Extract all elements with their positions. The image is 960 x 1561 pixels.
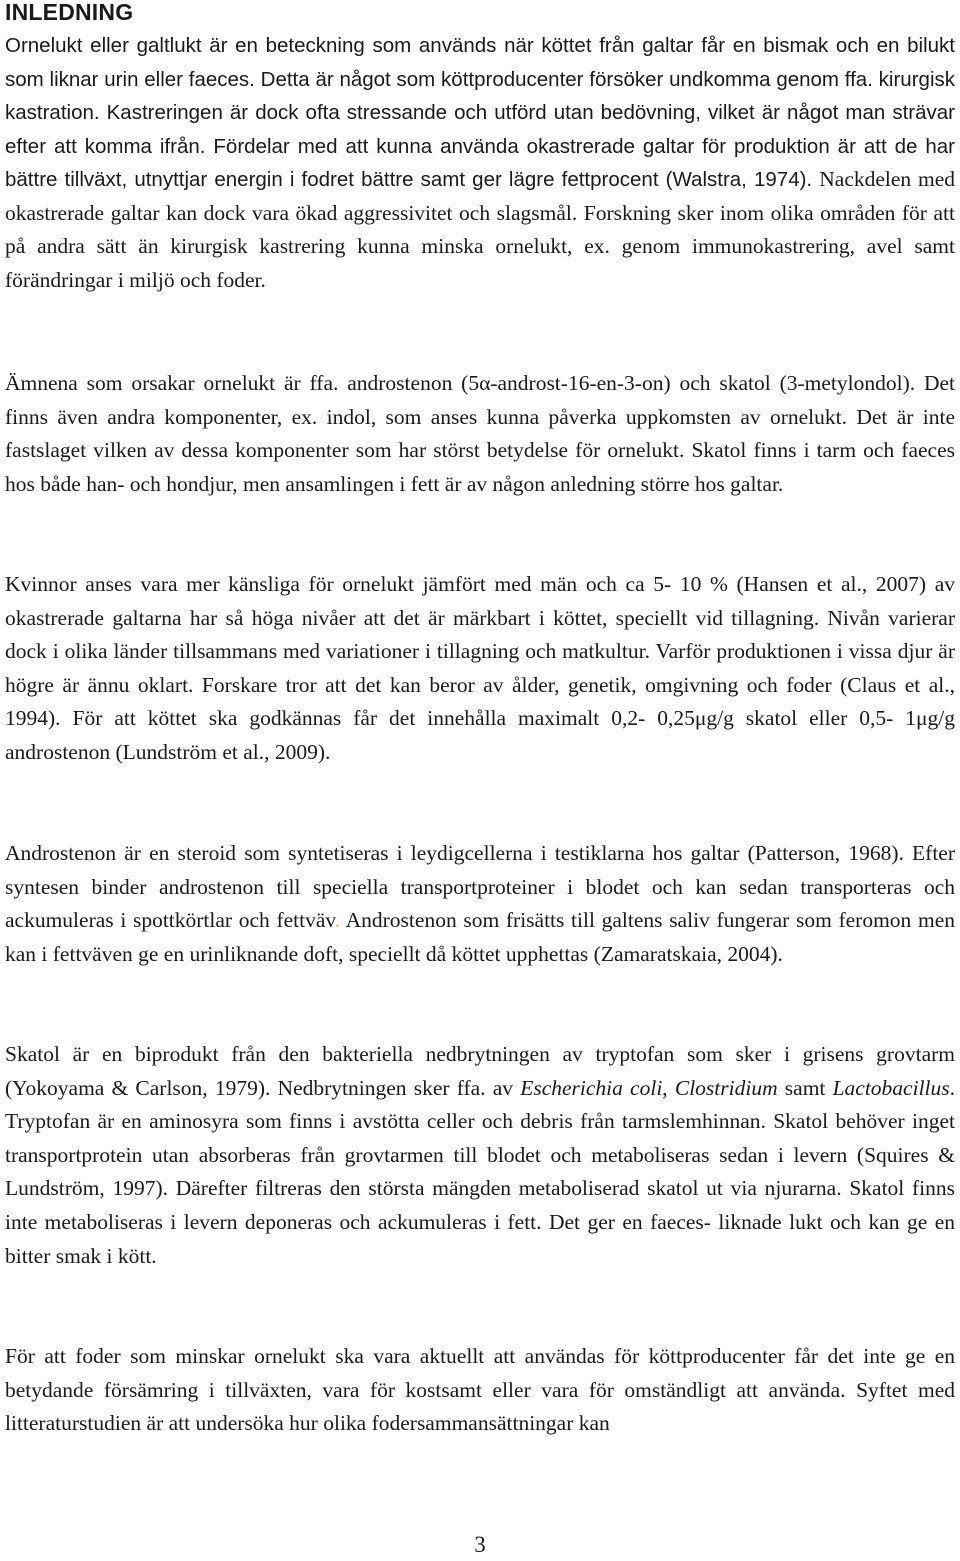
paragraph-compounds: Ämnena som orsakar ornelukt är ffa. androstenon (5α-androst-16-en-3-on) och skatol (3-metylondol). Det finns även andra komponenter, ex. indol, som anses kunna påverka uppkomsten av ornelukt. Det är inte fastslaget vilken av dessa komponenter som har störst betydelse för ornelukt. Skatol finns i tarm och faeces hos både han- och hondjur, men ansamlingen i fett är av någon anledning större hos galtar. [5,371,955,496]
paragraph-androstenone-part-1: Androstenon är en steroid som syntetiseras i leydigcellerna i testiklarna hos galtar (Patterson, 1968). Efter syntesen binder androstenon till speciella transportproteiner i blodet och kan sedan transporteras och ackumuleras i spottkörtlar och fettväv [5,841,955,933]
highlighted-period: . [334,908,341,933]
page-number: 3 [474,1532,486,1557]
separator-2: samt [777,1075,833,1100]
paragraph-androstenone [5,837,955,971]
paragraph-feed-purpose: För att foder som minskar ornelukt ska vara aktuellt att användas för köttproducenter får det inte ge en betydande försämring i tillväxten, vara för kostsamt eller vara för omständligt att använda. Syftet med litteraturstudien är att undersöka hur olika fodersammansättningar kan [5,1344,955,1436]
paragraph-intro-part-2: Nackdelen med okastrerade galtar kan dock vara ökad aggressivitet och slagsmål. Forskning sker inom olika områden för att på andra sätt än kirurgisk kastrering kunna minska ornelukt, ex. genom immunokastrering, avel samt förändringar i miljö och foder. [5,167,955,292]
separator-1: , [662,1075,675,1100]
species-lactobacillus: Lactobacillus [832,1075,950,1100]
paragraph-skatole-part-2: . Tryptofan är en aminosyra som finns i avstötta celler och debris från tarmslemhinnan. Skatol behöver inget transportprotein utan absorberas från grovtarmen till blodet och metaboliseras sedan i levern (Squires & Lundström, 1997). Därefter filtreras den största mängden metaboliserad skatol ut via njurarna. Skatol finns inte metaboliseras i levern deponeras och ackumuleras i fett. Det ger en faeces- liknade lukt och kan ge en bitter smak i kött. [5,1075,956,1268]
paragraph-androstenone-part-2: Androstenon som frisätts till galtens saliv fungerar som feromon men kan i fettväven ge en urinliknande doft, speciellt då köttet upphettas (Zamaratskaia, 2004). [5,908,955,966]
paragraph-intro-part-1: Ornelukt eller galtlukt är en beteckning som används när köttet från galtar får en bismak och en bilukt som liknar urin eller faeces. Detta är något som köttproducenter försöker undkomma genom ffa. kirurgisk kastration. Kastreringen är dock ofta stressande och utförd utan bedövning, vilket är något man strävar efter att komma ifrån. Fördelar med att kunna använda okastrerade galtar för produktion är att de har bättre tillväxt, utnyttjar energin i fodret bättre samt ger lägre fettprocent (Walstra, 1974). [5,34,955,191]
species-clostridium: Clostridium [674,1075,778,1100]
section-heading: INLEDNING [5,0,134,25]
paragraph-sensitivity: Kvinnor anses vara mer känsliga för ornelukt jämfört med män och ca 5- 10 % (Hansen et al., 2007) av okastrerade galtarna har så höga nivåer att det är märkbart i köttet, speciellt vid tillagning. Nivån varierar dock i olika länder tillsammans med variationer i tillagning och matkultur. Varför produktionen i vissa djur är högre är ännu oklart. Forskare tror att det kan beror av ålder, genetik, omgivning och foder (Claus et al., 1994). För att köttet ska godkännas får det innehålla maximalt 0,2- 0,25μg/g skatol eller 0,5- 1μg/g androstenon (Lundström et al., 2009). [5,572,955,764]
paragraph-intro [5,29,955,297]
paragraph-skatole [5,1038,955,1273]
paragraph-skatole-part-1: Skatol är en biprodukt från den bakteriella nedbrytningen av tryptofan som sker i grisens grovtarm (Yokoyama & Carlson, 1979). Nedbrytningen sker ffa. av [5,1042,955,1100]
species-escherichia: Escherichia coli [520,1075,663,1100]
